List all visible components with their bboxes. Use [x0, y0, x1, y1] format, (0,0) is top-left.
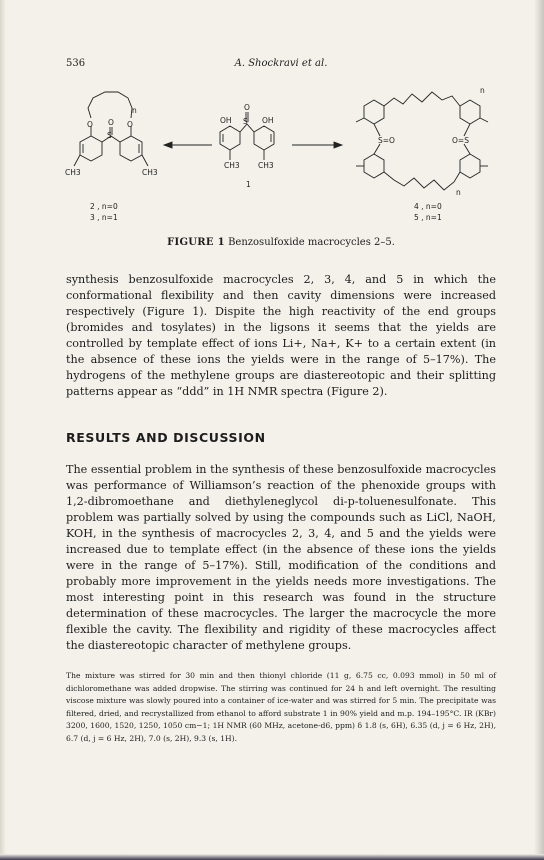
page-header	[66, 58, 496, 74]
right-ring-a	[364, 100, 384, 124]
right-chain-bottom	[384, 172, 460, 190]
left-n-label: n	[132, 106, 137, 115]
page-edge-bottom	[0, 854, 544, 860]
mid-oh-label-a: OH	[220, 116, 232, 125]
right-n-label-bottom: n	[456, 188, 461, 197]
left-so-o-label: O	[108, 118, 114, 127]
left-ch3-bond-a	[74, 155, 80, 166]
figure-caption-label: FIGURE 1	[167, 237, 225, 248]
page-edge-left	[0, 0, 6, 860]
right-so-label-a: S=O	[378, 136, 395, 145]
section-heading: RESULTS AND DISCUSSION	[66, 430, 266, 445]
page-edge-right	[534, 0, 544, 860]
left-s-label: S	[107, 131, 112, 140]
right-me-b	[480, 118, 488, 122]
arrow-left-head	[164, 142, 172, 148]
right-ring-b	[460, 100, 480, 124]
body-paragraph-2: The essential problem in the synthesis of these benzosulfoxide macrocycles was performance of Williamson’s reaction of the phenoxide groups with 1,2-dibromoethane and diethyleneglycol di-p-toluenesulfonate. This problem was partially solved by using the compounds such as LiCl, NaOH, KOH, in the synthesis of macrocycles 2, 3, 4, and 5 and the yields were increased due to template effect (in the absence of these ions the yields were in the range of 5–17%). Still, modification of the conditions and probably more improvement in the yields needs more investigations. The most interesting point in this research was found in the structure determination of these macrocycles. The larger the macrocycle the more flexible the cavity. The flexibility and rigidity of these macrocycles affect the diastereotopic character of methylene groups.	[66, 463, 496, 652]
mid-o-label: O	[244, 103, 250, 112]
mid-ch3-label-a: CH3	[224, 161, 240, 170]
mid-s-label: S	[243, 117, 248, 126]
right-ring-d	[460, 154, 480, 178]
left-ch3-bond-b	[142, 155, 148, 166]
right-me-a	[356, 118, 364, 122]
compound-1-label: 1	[246, 180, 251, 189]
arrow-right-head	[334, 142, 342, 148]
left-o-label-b: O	[127, 120, 133, 129]
mid-s-bond-b	[247, 124, 254, 132]
body-paragraph-1: synthesis benzosulfoxide macrocycles 2, 3, 4, and 5 in which the conformational flexibility and then cavity dimensions were increased respectively (Figure 1). Dispite the high reactivity of the end groups (bromides and tosylates) in the ligsons it seems that the yields are controlled by template effect of ions Li+, Na+, K+ to a certain extent (in the absence of these ions the yields were in the range of 5–17%). The hydrogens of the methylene groups are diastereotopic and their splitting patterns appear as “ddd” in 1H NMR spectra (Figure 2).	[66, 273, 496, 398]
reaction-scheme	[60, 84, 500, 234]
right-n-label-top: n	[480, 86, 485, 95]
right-chain-top	[384, 92, 460, 106]
compound-3-label: 3 , n=1	[90, 213, 118, 222]
figure-caption-text: Benzosulfoxide macrocycles 2–5.	[228, 237, 395, 248]
left-chain	[88, 92, 132, 118]
mid-ch3-label-b: CH3	[258, 161, 274, 170]
right-s-bond-b	[374, 144, 380, 154]
right-ring-c	[364, 154, 384, 178]
running-head: A. Shockravi et al.	[234, 58, 328, 69]
left-s-bond-b	[111, 136, 120, 142]
right-so-label-b: O=S	[452, 136, 469, 145]
page-number: 536	[66, 58, 86, 69]
left-o-label-a: O	[87, 120, 93, 129]
left-ch3-label-b: CH3	[142, 168, 158, 177]
figure-caption	[66, 237, 496, 248]
right-s-bond-c	[464, 124, 470, 136]
experimental-footnote: The mixture was stirred for 30 min and then thionyl chloride (11 g, 6.75 cc, 0.093 mmol) in 50 ml of dichloromethane was added dropwise. The stirring was continued for 24 h and left overnight. The resulting viscose mixture was slowly poured into a container of ice-water and was stirred for 5 min. The precipitate was filtered, dried, and recrystallized from ethanol to afford substrate 1 in 90% yield and m.p. 194–195°C. IR (KBr) 3200, 1600, 1520, 1250, 1050 cm−1; 1H NMR (60 MHz, acetone-d6, ppm) δ 1.8 (s, 6H), 6.35 (d, j = 6 Hz, 2H), 6.7 (d, j = 6 Hz, 2H), 7.0 (s, 2H), 9.3 (s, 1H).	[66, 671, 496, 743]
compound-2-label: 2 , n=0	[90, 202, 118, 211]
right-s-bond-d	[464, 144, 470, 154]
left-ch3-label-a: CH3	[65, 168, 81, 177]
figure-1	[60, 84, 500, 254]
compound-4-label: 4 , n=0	[414, 202, 442, 211]
compound-5-label: 5 , n=1	[414, 213, 442, 222]
mid-oh-label-b: OH	[262, 116, 274, 125]
right-s-bond-a	[374, 124, 380, 136]
